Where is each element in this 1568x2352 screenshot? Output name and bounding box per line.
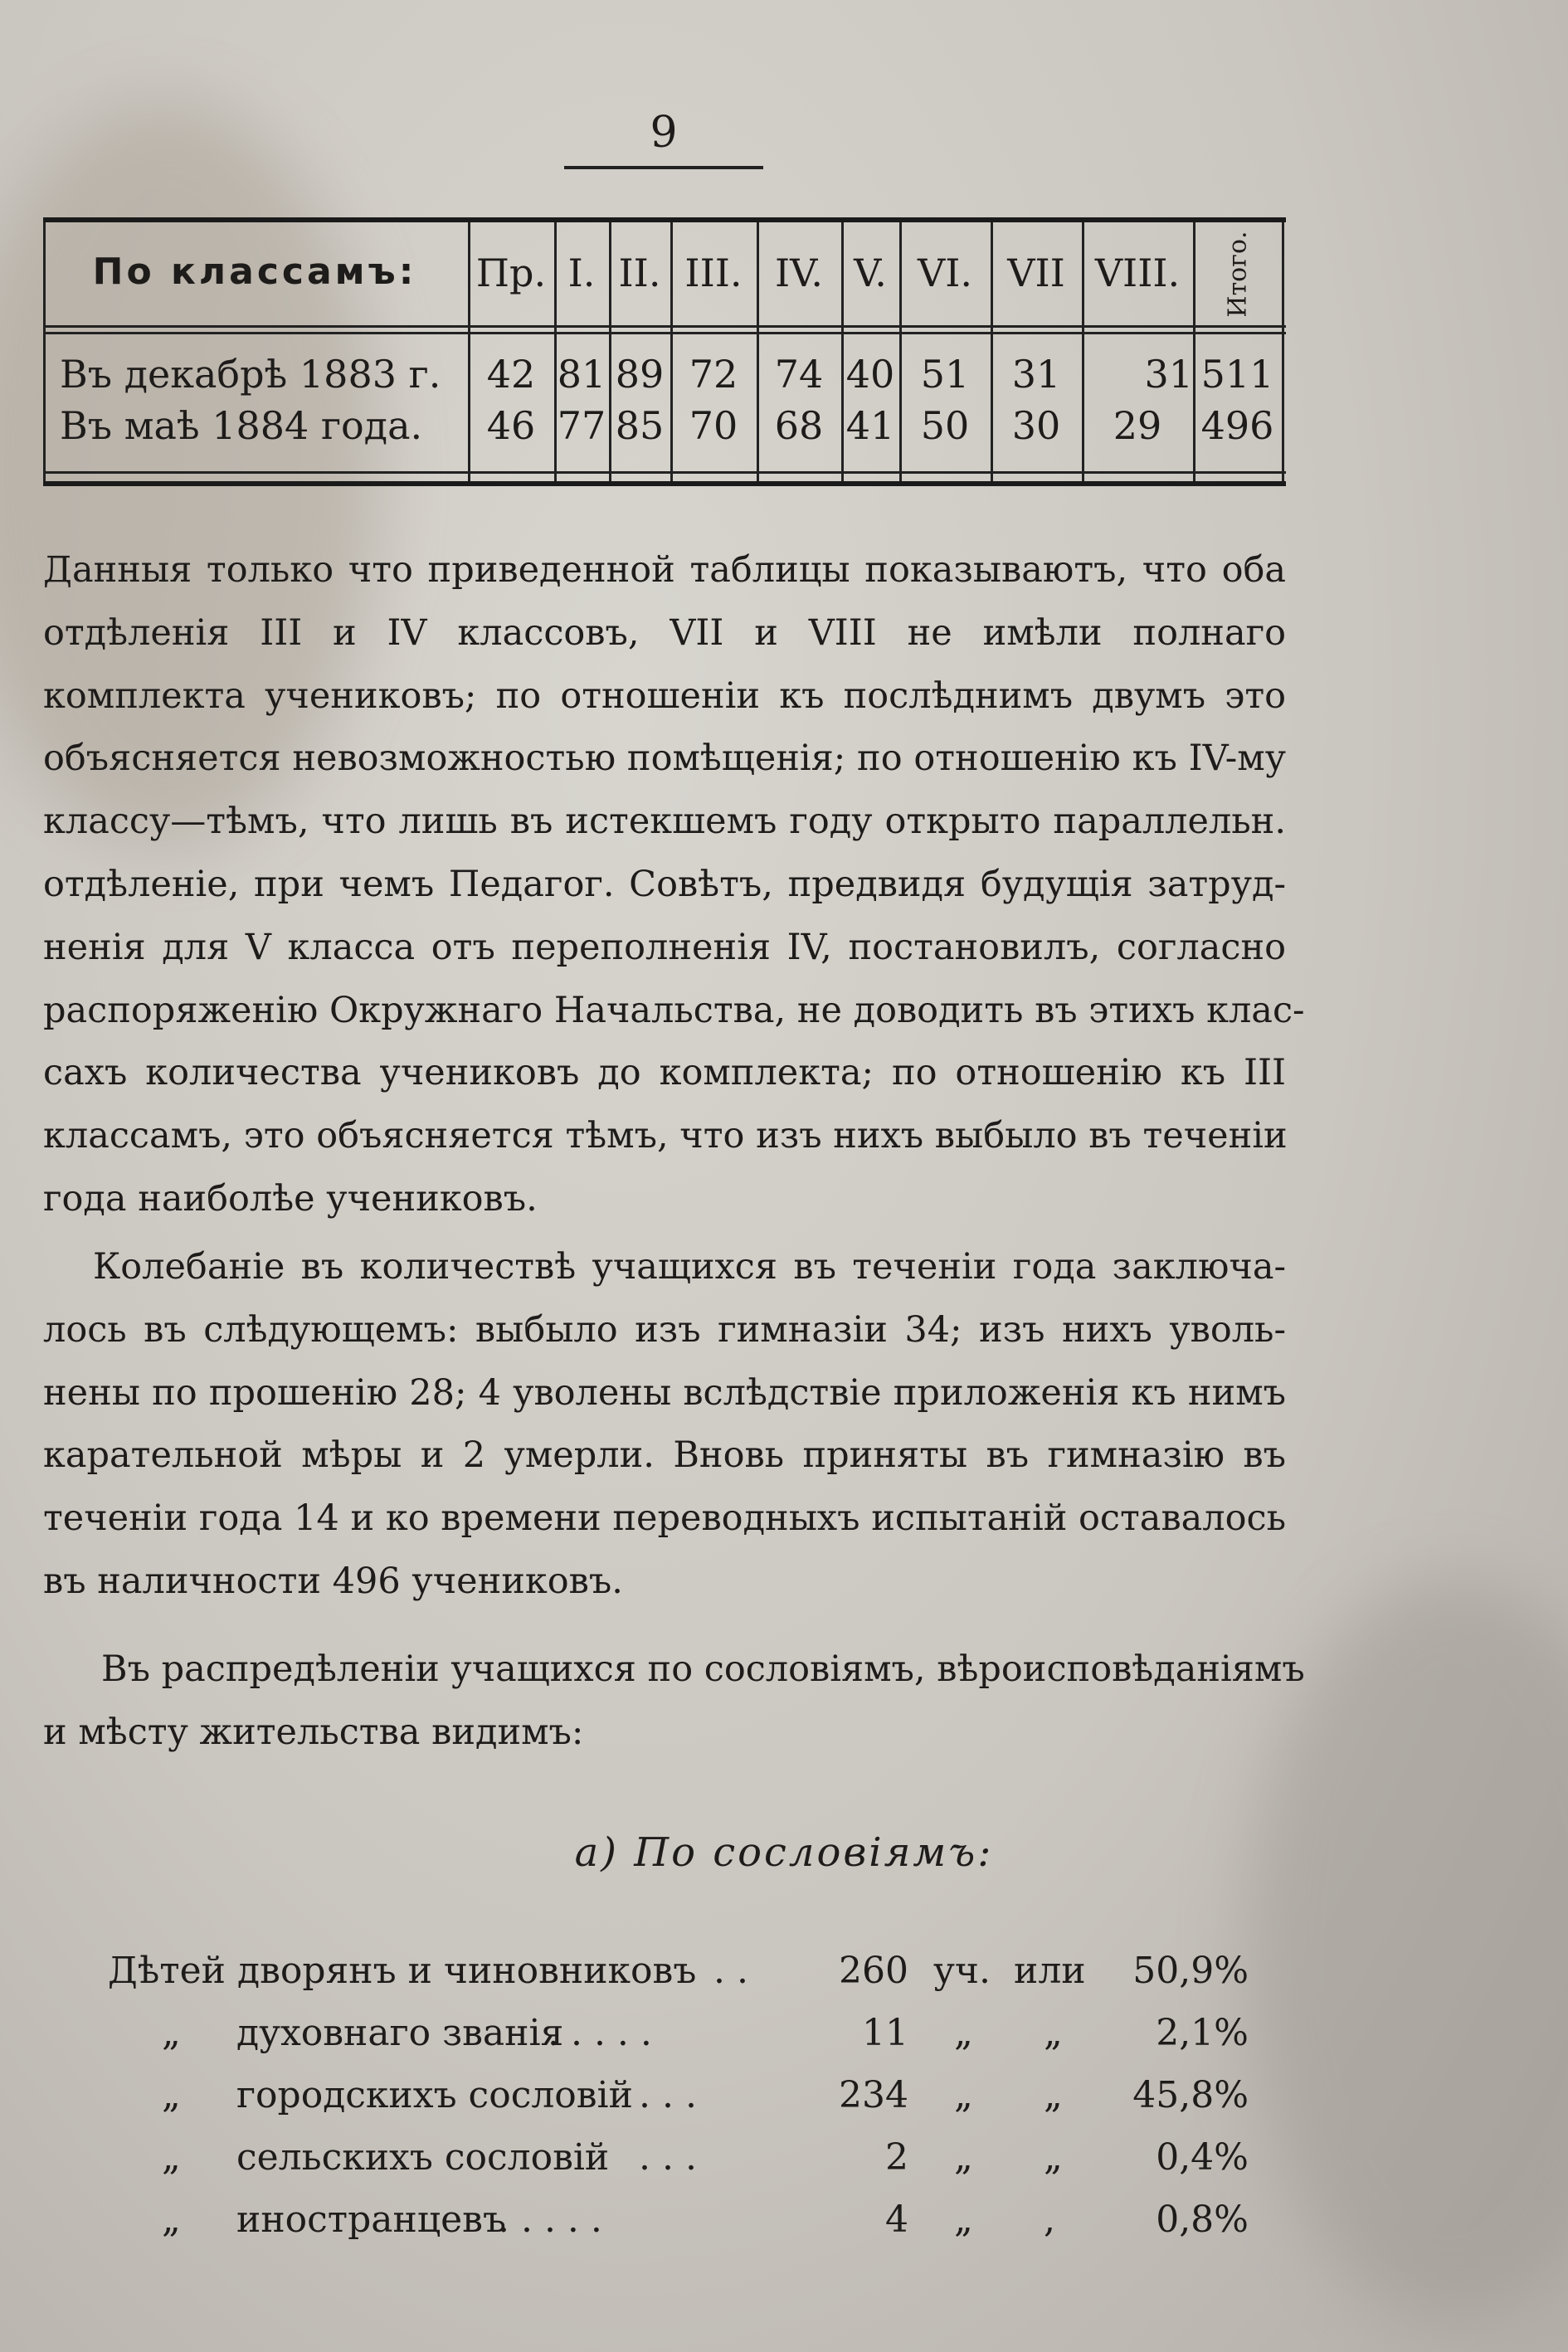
table-cell: 511 [1200,352,1274,397]
column-header: V. [854,251,887,295]
paragraph [43,539,1305,1231]
estate-percent: 0,4% [1156,2136,1249,2179]
estate-label: иностранцевъ [236,2199,506,2241]
estate-count: 234 [839,2074,908,2116]
column-header: II. [618,251,661,295]
text-line: классамъ, это объясняется тѣмъ, что изъ нихъ выбыло въ теченіи [43,1115,1288,1157]
text-line: ненія для V класса отъ переполненія IV, постановилъ, согласно [43,926,1286,968]
estate-dots: . . [713,1950,748,1992]
estate-count: 4 [885,2199,908,2241]
column-header-total: Итого. [1223,231,1253,318]
estate-unit: уч. [933,1950,991,1992]
estate-unit: „ [954,2136,973,2179]
estate-ili: „ [1044,2136,1063,2179]
table-cell: 40 [845,352,895,397]
table-cell: 51 [920,352,970,397]
estate-ili: „ [1044,2074,1063,2116]
estate-ditto: „ [162,2136,181,2179]
text-line: сахъ количества учениковъ до комплекта; по отношенію къ III [43,1052,1286,1094]
table-title: По классамъ: [92,251,417,293]
estate-label: сельскихъ сословій [236,2136,610,2179]
text-line: карательной мѣры и 2 умерли. Вновь приняты въ гимназію въ [43,1434,1286,1477]
text-line: Данныя только что приведенной таблицы показываютъ, что оба [43,549,1286,591]
column-header: I. [567,251,596,295]
estate-ditto: „ [162,2199,181,2241]
estate-row [0,2074,1568,2132]
table-cell: 89 [615,352,665,397]
estate-ditto: „ [162,2074,181,2116]
text-line: теченіи года 14 и ко времени переводныхъ испытаній оставалось [43,1497,1286,1540]
text-line: отдѣленія III и IV классовъ, VII и VIII не имѣли полнаго [43,611,1286,654]
table-vline [43,222,46,481]
column-header: III. [684,251,743,295]
table-cell: 50 [920,403,970,448]
text-line: года наиболѣе учениковъ. [43,1177,538,1220]
estate-count: 11 [862,2012,908,2054]
table-cell: 30 [1011,403,1061,448]
paragraph [43,1236,1286,1614]
section-subheading: а) По сословіямъ: [574,1829,994,1876]
estate-unit: „ [954,2199,973,2241]
table-cell: 496 [1200,403,1274,448]
estate-ili: или [1014,1950,1086,1992]
table-bottom-rule [43,471,1286,474]
table-cell: 31 [1011,352,1061,397]
table-cell: 70 [689,403,738,448]
table-cell: 72 [689,352,738,397]
table-cell: 29 [1113,403,1162,448]
class-table [43,217,1286,486]
estate-ditto: „ [162,2012,181,2054]
text-line: объясняется невозможностью помѣщенія; по отношенію къ IV-му [43,738,1286,780]
text-line: нены по прошенію 28; 4 уволены вслѣдствіе приложенія къ нимъ [43,1371,1286,1414]
text-line: распоряженію Окружнаго Начальства, не доводить въ этихъ клас- [43,989,1305,1031]
estate-count: 2 [885,2136,908,2179]
estate-percent: 2,1% [1156,2012,1249,2054]
table-cell: 31 [1144,352,1193,397]
estate-row [0,2012,1568,2070]
table-cell: 41 [845,403,895,448]
table-header-rule [43,325,1286,328]
text-line: лось въ слѣдующемъ: выбыло изъ гимназіи 34; изъ нихъ уволь- [43,1308,1286,1351]
row-label: Въ декабрѣ 1883 г. [60,352,441,397]
table-cell: 74 [774,352,824,397]
column-header: VIII. [1094,251,1181,295]
estate-percent: 50,9% [1132,1950,1249,1992]
estate-count: 260 [839,1950,908,1992]
text-line: отдѣленіе, при чемъ Педагог. Совѣтъ, предвидя будущія затруд- [43,863,1286,905]
estate-unit: „ [954,2012,973,2054]
table-cell: 46 [486,403,536,448]
estate-dots: . . . . . [498,2199,602,2241]
estate-dots: . . . [639,2136,697,2179]
text-line: комплекта учениковъ; по отношеніи къ послѣднимъ двумъ это [43,674,1286,717]
column-header: VII [1007,251,1065,295]
column-header: VI. [917,251,972,295]
estate-percent: 0,8% [1156,2199,1249,2241]
text-line: Колебаніе въ количествѣ учащихся въ теченіи года заключа- [93,1246,1286,1288]
text-line: Въ распредѣленіи учащихся по сословіямъ, вѣроисповѣданіямъ [101,1648,1305,1690]
table-cell: 81 [557,352,606,397]
page-number-rule [564,166,763,169]
table-cell: 42 [486,352,536,397]
column-header: Пр. [475,251,547,295]
estate-ili: , [1044,2199,1055,2241]
estate-percent: 45,8% [1132,2074,1249,2116]
estate-label: духовнаго званія [236,2012,564,2054]
text-line: классу—тѣмъ, что лишь въ истекшемъ году открыто параллельн. [43,801,1286,843]
page-number: 9 [650,108,678,158]
text-line: въ наличности 496 учениковъ. [43,1560,623,1602]
estate-label: городскихъ сословій [236,2074,633,2116]
table-cell: 77 [557,403,606,448]
column-header: IV. [775,251,823,295]
estate-row [0,1950,1568,2008]
table-vline [1282,222,1284,481]
table-cell: 68 [774,403,824,448]
estate-dots: . . . . . [548,2012,652,2054]
text-line: и мѣсту жительства видимъ: [43,1711,584,1753]
estate-row [0,2136,1568,2194]
paragraph [43,1639,1305,1765]
table-cell: 85 [615,403,665,448]
table-header-rule [43,332,1286,334]
row-label: Въ маѣ 1884 года. [60,403,423,448]
estate-unit: „ [954,2074,973,2116]
estate-label: Дѣтей дворянъ и чиновниковъ [108,1950,697,1992]
estate-ili: „ [1044,2012,1063,2054]
estate-row [0,2199,1568,2257]
estate-dots: . . . [639,2074,697,2116]
